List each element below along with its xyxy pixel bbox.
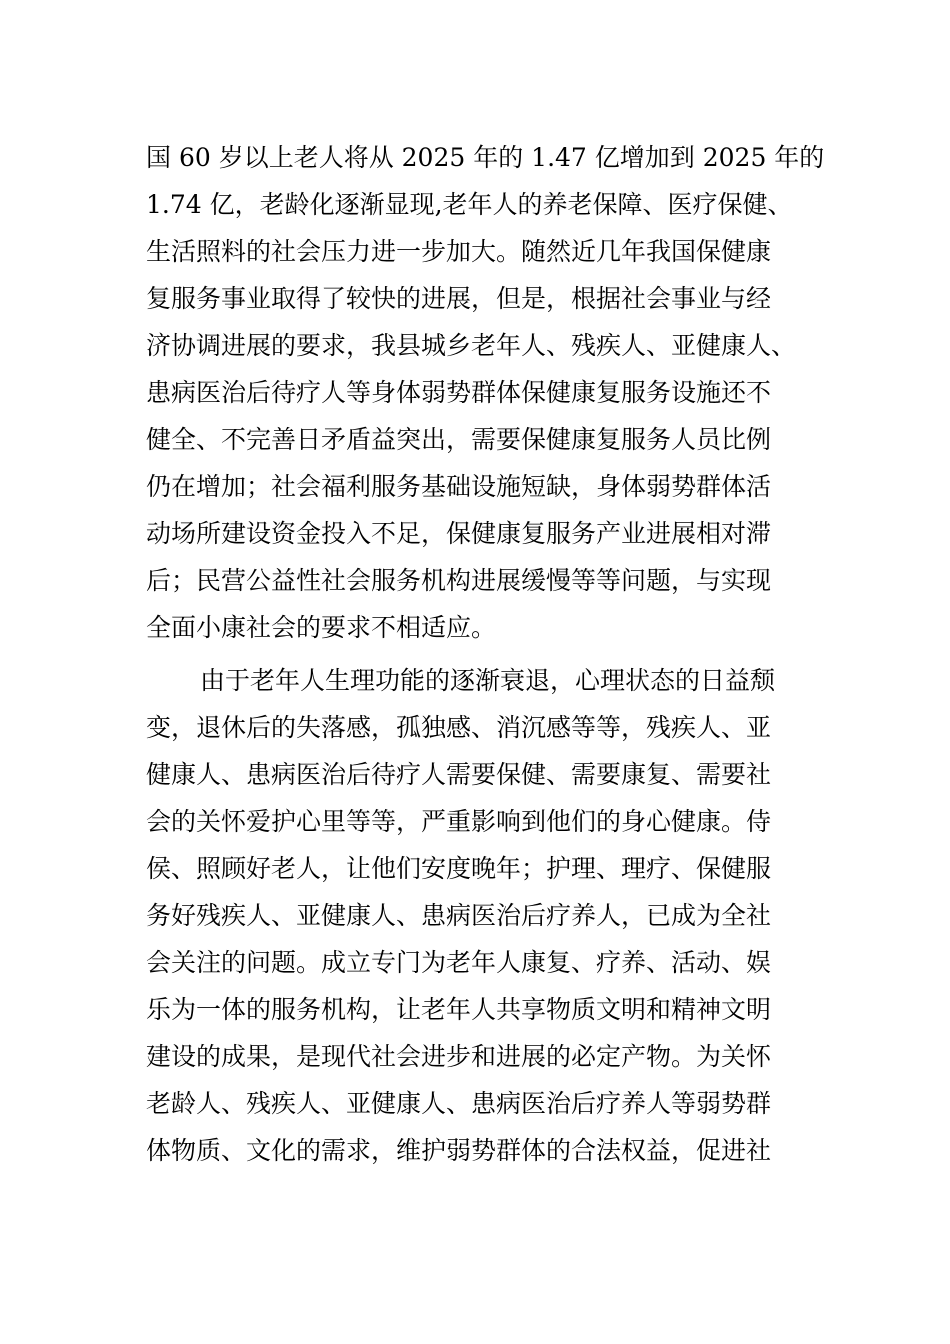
text-line: 1.74 亿，老龄化逐渐显现,老年人的养老保障、医疗保健、 (146, 190, 793, 219)
text-line: 务好残疾人、亚健康人、患病医治后疗养人，已成为全社 (146, 901, 772, 930)
body-text (146, 134, 836, 1174)
text-line: 侯、照顾好老人，让他们安度晚年；护理、理疗、保健服 (146, 854, 772, 883)
text-line: 济协调进展的要求，我县城乡老年人、残疾人、亚健康人、 (146, 331, 797, 360)
paragraph-1 (146, 134, 836, 651)
text-line: 体物质、文化的需求，维护弱势群体的合法权益，促进社 (146, 1136, 772, 1165)
text-line: 生活照料的社会压力进一步加大。随然近几年我国保健康 (146, 237, 772, 266)
text-line: 建设的成果，是现代社会进步和进展的必定产物。为关怀 (146, 1042, 772, 1071)
text-line: 乐为一体的服务机构，让老年人共享物质文明和精神文明 (146, 995, 772, 1024)
text-line: 变，退休后的失落感，孤独感、消沉感等等，残疾人、亚 (146, 713, 772, 742)
text-line: 后；民营公益性社会服务机构进展缓慢等等问题，与实现 (146, 566, 772, 595)
text-line: 复服务事业取得了较快的进展，但是，根据社会事业与经 (146, 284, 772, 313)
text-line: 仍在增加；社会福利服务基础设施短缺，身体弱势群体活 (146, 472, 772, 501)
text-line: 国 60 岁以上老人将从 2025 年的 1.47 亿增加到 2025 年的 (146, 143, 825, 172)
paragraph-2 (146, 657, 836, 1174)
text-line: 全面小康社会的要求不相适应。 (146, 613, 497, 642)
text-line: 会关注的问题。成立专门为老年人康复、疗养、活动、娱 (146, 948, 772, 977)
text-line: 由于老年人生理功能的逐渐衰退，心理状态的日益颓 (200, 666, 776, 695)
text-line: 健康人、患病医治后待疗人需要保健、需要康复、需要社 (146, 760, 772, 789)
text-line: 老龄人、残疾人、亚健康人、患病医治后疗养人等弱势群 (146, 1089, 772, 1118)
text-line: 健全、不完善日矛盾益突出，需要保健康复服务人员比例 (146, 425, 772, 454)
text-line: 动场所建设资金投入不足，保健康复服务产业进展相对滞 (146, 519, 772, 548)
text-line: 患病医治后待疗人等身体弱势群体保健康复服务设施还不 (146, 378, 772, 407)
text-line: 会的关怀爱护心里等等，严重影响到他们的身心健康。侍 (146, 807, 772, 836)
